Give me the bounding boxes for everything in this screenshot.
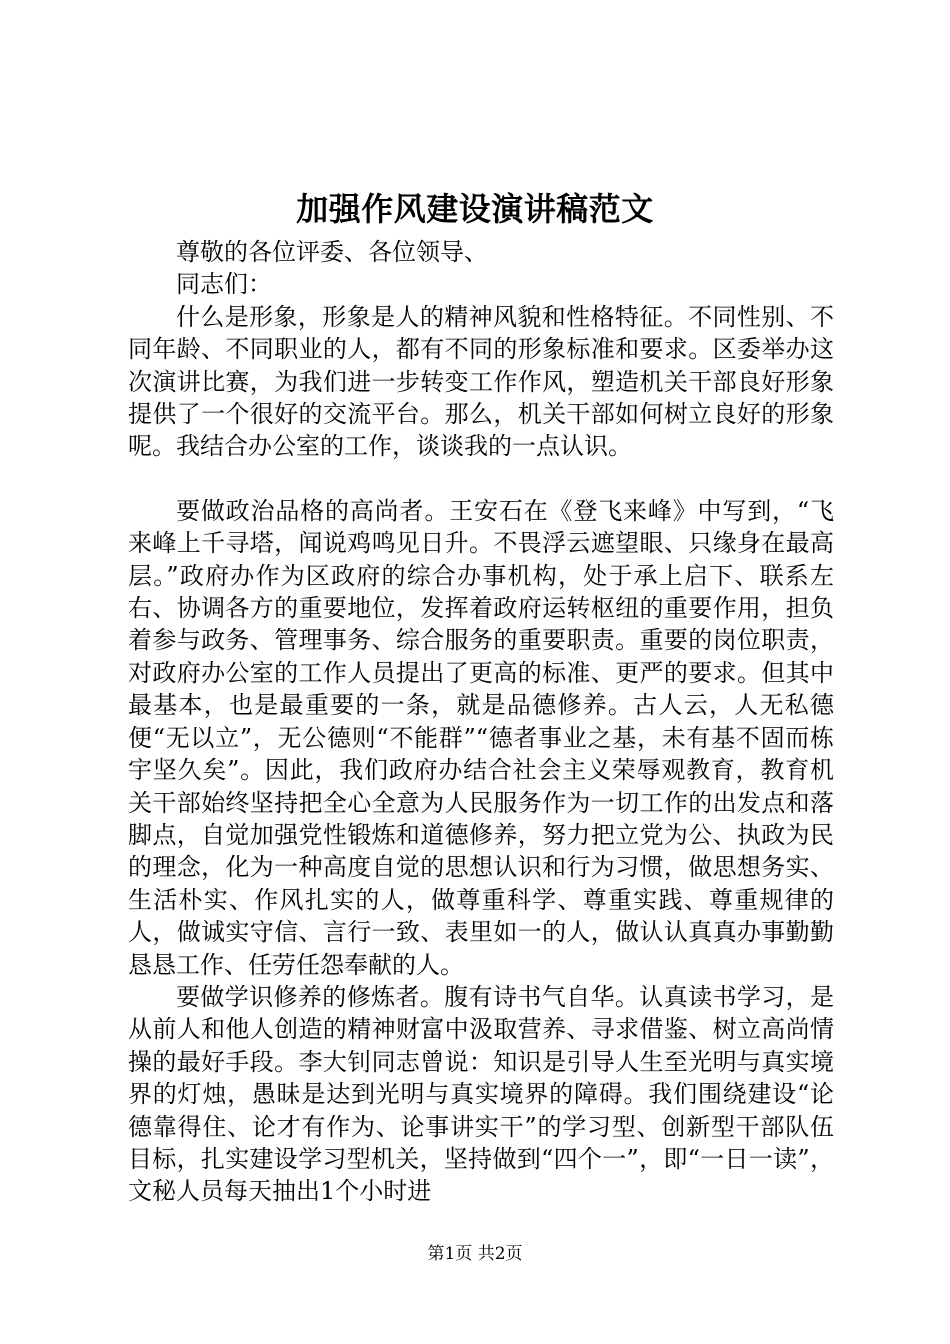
greeting-line: 尊敬的各位评委、各位领导、	[176, 238, 488, 266]
paragraph: 要做政治品格的高尚者。王安石在《登飞来峰》中写到，“飞来峰上千寻塔，闻说鸡鸣见日升。不畏浮云遮望眼、只缘身在最高层。”政府办作为区政府的综合办事机构，处于承上启下、联系左右、协调各方的重要地位，发挥着政府运转枢纽的重要作用，担负着参与政务、管理事务、综合服务的重要职责。重要的岗位职责，对政府办公室的工作人员提出了更高的标准、更严的要求。但其中最基本，也是最重要的一条，就是品德修养。古人云，人无私德便“无以立”，无公德则“不能群”“德者事业之基，未有基不固而栋宇坚久矣”。因此，我们政府办结合社会主义荣辱观教育，教育机关干部始终坚持把全心全意为人民服务作为一切工作的出发点和落脚点，自觉加强党性锻炼和道德修养，努力把立党为公、执政为民的理念，化为一种高度自觉的思想认识和行为习惯，做思想务实、生活朴实、作风扎实的人，做尊重科学、尊重实践、尊重规律的人，做诚实守信、言行一致、表里如一的人，做认认真真办事勤勤恳恳工作、任劳任怨奉献的人。	[128, 496, 834, 979]
document-title: 加强作风建设演讲稿范文	[296, 190, 654, 228]
paragraph-gap	[128, 463, 834, 495]
greeting-line: 同志们：	[176, 270, 272, 299]
page-footer: 第1页 共2页	[427, 1244, 523, 1264]
paragraph: 什么是形象，形象是人的精神风貌和性格特征。不同性别、不同年龄、不同职业的人，都有不同的形象标准和要求。区委举办这次演讲比赛，为我们进一步转变工作作风，塑造机关干部良好形象提供了一个很好的交流平台。那么，机关干部如何树立良好的形象呢。我结合办公室的工作，谈谈我的一点认识。	[128, 302, 834, 461]
document-body	[128, 236, 834, 1208]
paragraph: 要做学识修养的修炼者。腹有诗书气自华。认真读书学习，是从前人和他人创造的精神财富中汲取营养、寻求借鉴、树立高尚情操的最好手段。李大钊同志曾说：知识是引导人生至光明与真实境界的灯烛，愚昧是达到光明与真实境界的障碍。我们围绕建设“论德靠得住、论才有作为、论事讲实干”的学习型、创新型干部队伍目标，扎实建设学习型机关，坚持做到“四个一”，即“一日一读”，文秘人员每天抽出1个小时进	[128, 982, 834, 1206]
